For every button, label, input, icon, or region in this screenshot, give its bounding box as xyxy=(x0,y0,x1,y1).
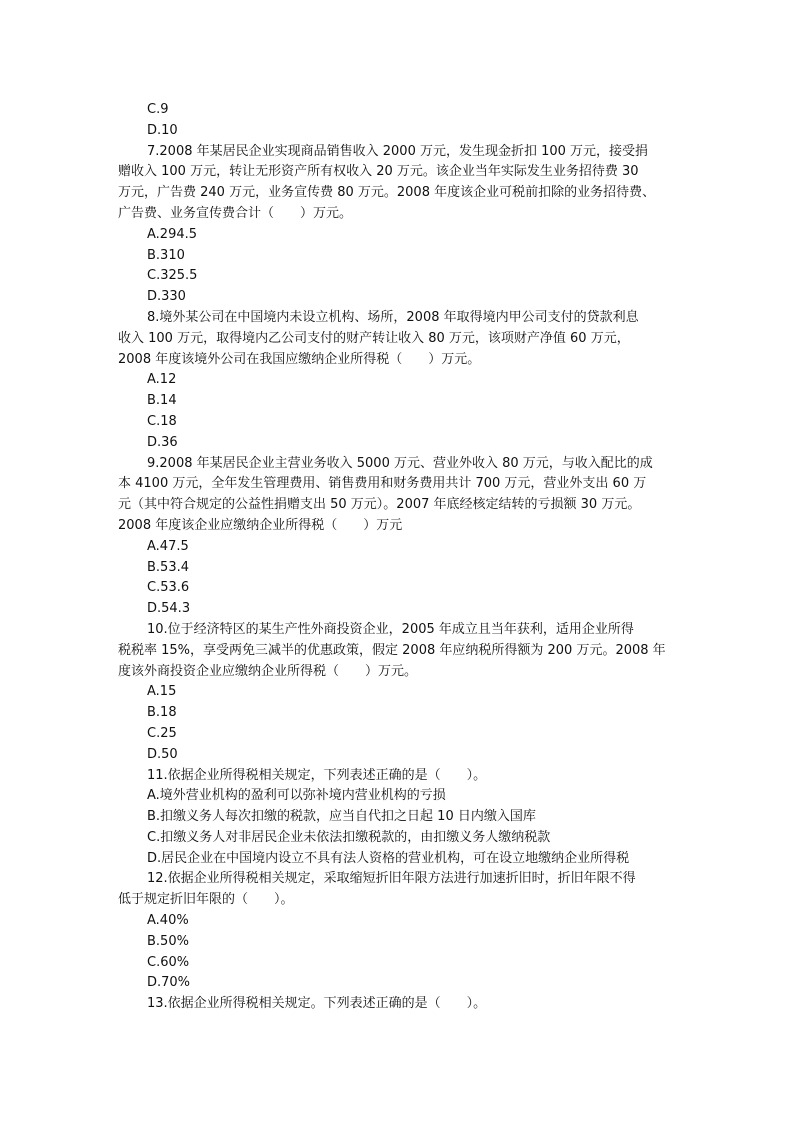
answer-option: C.25 xyxy=(147,725,177,741)
question-text-continued: 收入 100 万元，取得境内乙公司支付的财产转让收入 80 万元，该项财产净值 60 万元， xyxy=(118,330,630,346)
question-text-continued: 2008 年度该境外公司在我国应缴纳企业所得税（ ）万元。 xyxy=(118,351,481,367)
answer-option: D.10 xyxy=(147,122,178,138)
question-text: 9.2008 年某居民企业主营业务收入 5000 万元、营业外收入 80 万元，与收入配比的成 xyxy=(147,455,653,471)
question-text-continued: 广告费、业务宣传费合计（ ）万元。 xyxy=(118,205,353,221)
question-text: 13.依据企业所得税相关规定。下列表述正确的是（ ）。 xyxy=(147,996,487,1012)
answer-option: B.310 xyxy=(147,247,185,263)
question-text-continued: 万元，广告费 240 万元，业务宣传费 80 万元。2008 年度该企业可税前扣除的业务招待费、 xyxy=(118,185,656,201)
answer-option: B.14 xyxy=(147,393,177,409)
answer-option: D.70% xyxy=(147,975,191,991)
answer-option: C.9 xyxy=(147,102,169,117)
answer-option: C.53.6 xyxy=(147,580,190,596)
answer-option: B.扣缴义务人每次扣缴的税款，应当自代扣之日起 10 日内缴入国库 xyxy=(147,809,536,825)
question-text-continued: 本 4100 万元，全年发生管理费用、销售费用和财务费用共计 700 万元，营业外支出 60 万 xyxy=(118,476,647,492)
answer-option: A.47.5 xyxy=(147,538,189,554)
question-text-continued: 元（其中符合规定的公益性捐赠支出 50 万元）。2007 年底经核定结转的亏损额 30 万元。 xyxy=(118,497,641,513)
answer-option: B.53.4 xyxy=(147,559,189,575)
answer-option: D.50 xyxy=(147,746,178,762)
answer-option: D.居民企业在中国境内设立不具有法人资格的营业机构，可在设立地缴纳企业所得税 xyxy=(147,850,630,866)
document-body xyxy=(118,100,674,1015)
question-text-continued: 低于规定折旧年限的（ ）。 xyxy=(118,892,294,908)
answer-option: D.330 xyxy=(147,289,186,305)
question-text-continued: 赠收入 100 万元，转让无形资产所有权收入 20 万元。该企业当年实际发生业务招待费 30 xyxy=(118,164,639,180)
answer-option: C.18 xyxy=(147,413,177,429)
answer-option: A.境外营业机构的盈利可以弥补境内营业机构的亏损 xyxy=(147,788,446,804)
answer-option: C.60% xyxy=(147,954,190,970)
answer-option: C.扣缴义务人对非居民企业未依法扣缴税款的，由扣缴义务人缴纳税款 xyxy=(147,829,551,845)
answer-option: C.325.5 xyxy=(147,268,198,284)
answer-option: A.40% xyxy=(147,913,189,929)
question-text: 11.依据企业所得税相关规定，下列表述正确的是（ ）。 xyxy=(147,767,487,783)
question-text: 8.境外某公司在中国境内未设立机构、场所，2008 年取得境内甲公司支付的贷款利息 xyxy=(147,309,639,325)
question-text: 7.2008 年某居民企业实现商品销售收入 2000 万元，发生现金折扣 100 万元，接受捐 xyxy=(147,143,649,159)
answer-option: A.12 xyxy=(147,372,177,388)
question-text: 10.位于经济特区的某生产性外商投资企业，2005 年成立且当年获利，适用企业所得 xyxy=(147,621,634,637)
answer-option: A.294.5 xyxy=(147,226,198,242)
answer-option: B.18 xyxy=(147,705,177,721)
question-text-continued: 度该外商投资企业应缴纳企业所得税（ ）万元。 xyxy=(118,663,418,679)
answer-option: A.15 xyxy=(147,684,177,700)
question-text: 12.依据企业所得税相关规定，采取缩短折旧年限方法进行加速折旧时，折旧年限不得 xyxy=(147,871,636,887)
answer-option: D.36 xyxy=(147,434,178,450)
answer-option: D.54.3 xyxy=(147,601,191,617)
answer-option: B.50% xyxy=(147,933,189,949)
question-text-continued: 税税率 15%，享受两免三减半的优惠政策，假定 2008 年应纳税所得额为 200 万元。2008 年 xyxy=(118,642,666,658)
question-text-continued: 2008 年度该企业应缴纳企业所得税（ ）万元 xyxy=(118,517,403,533)
